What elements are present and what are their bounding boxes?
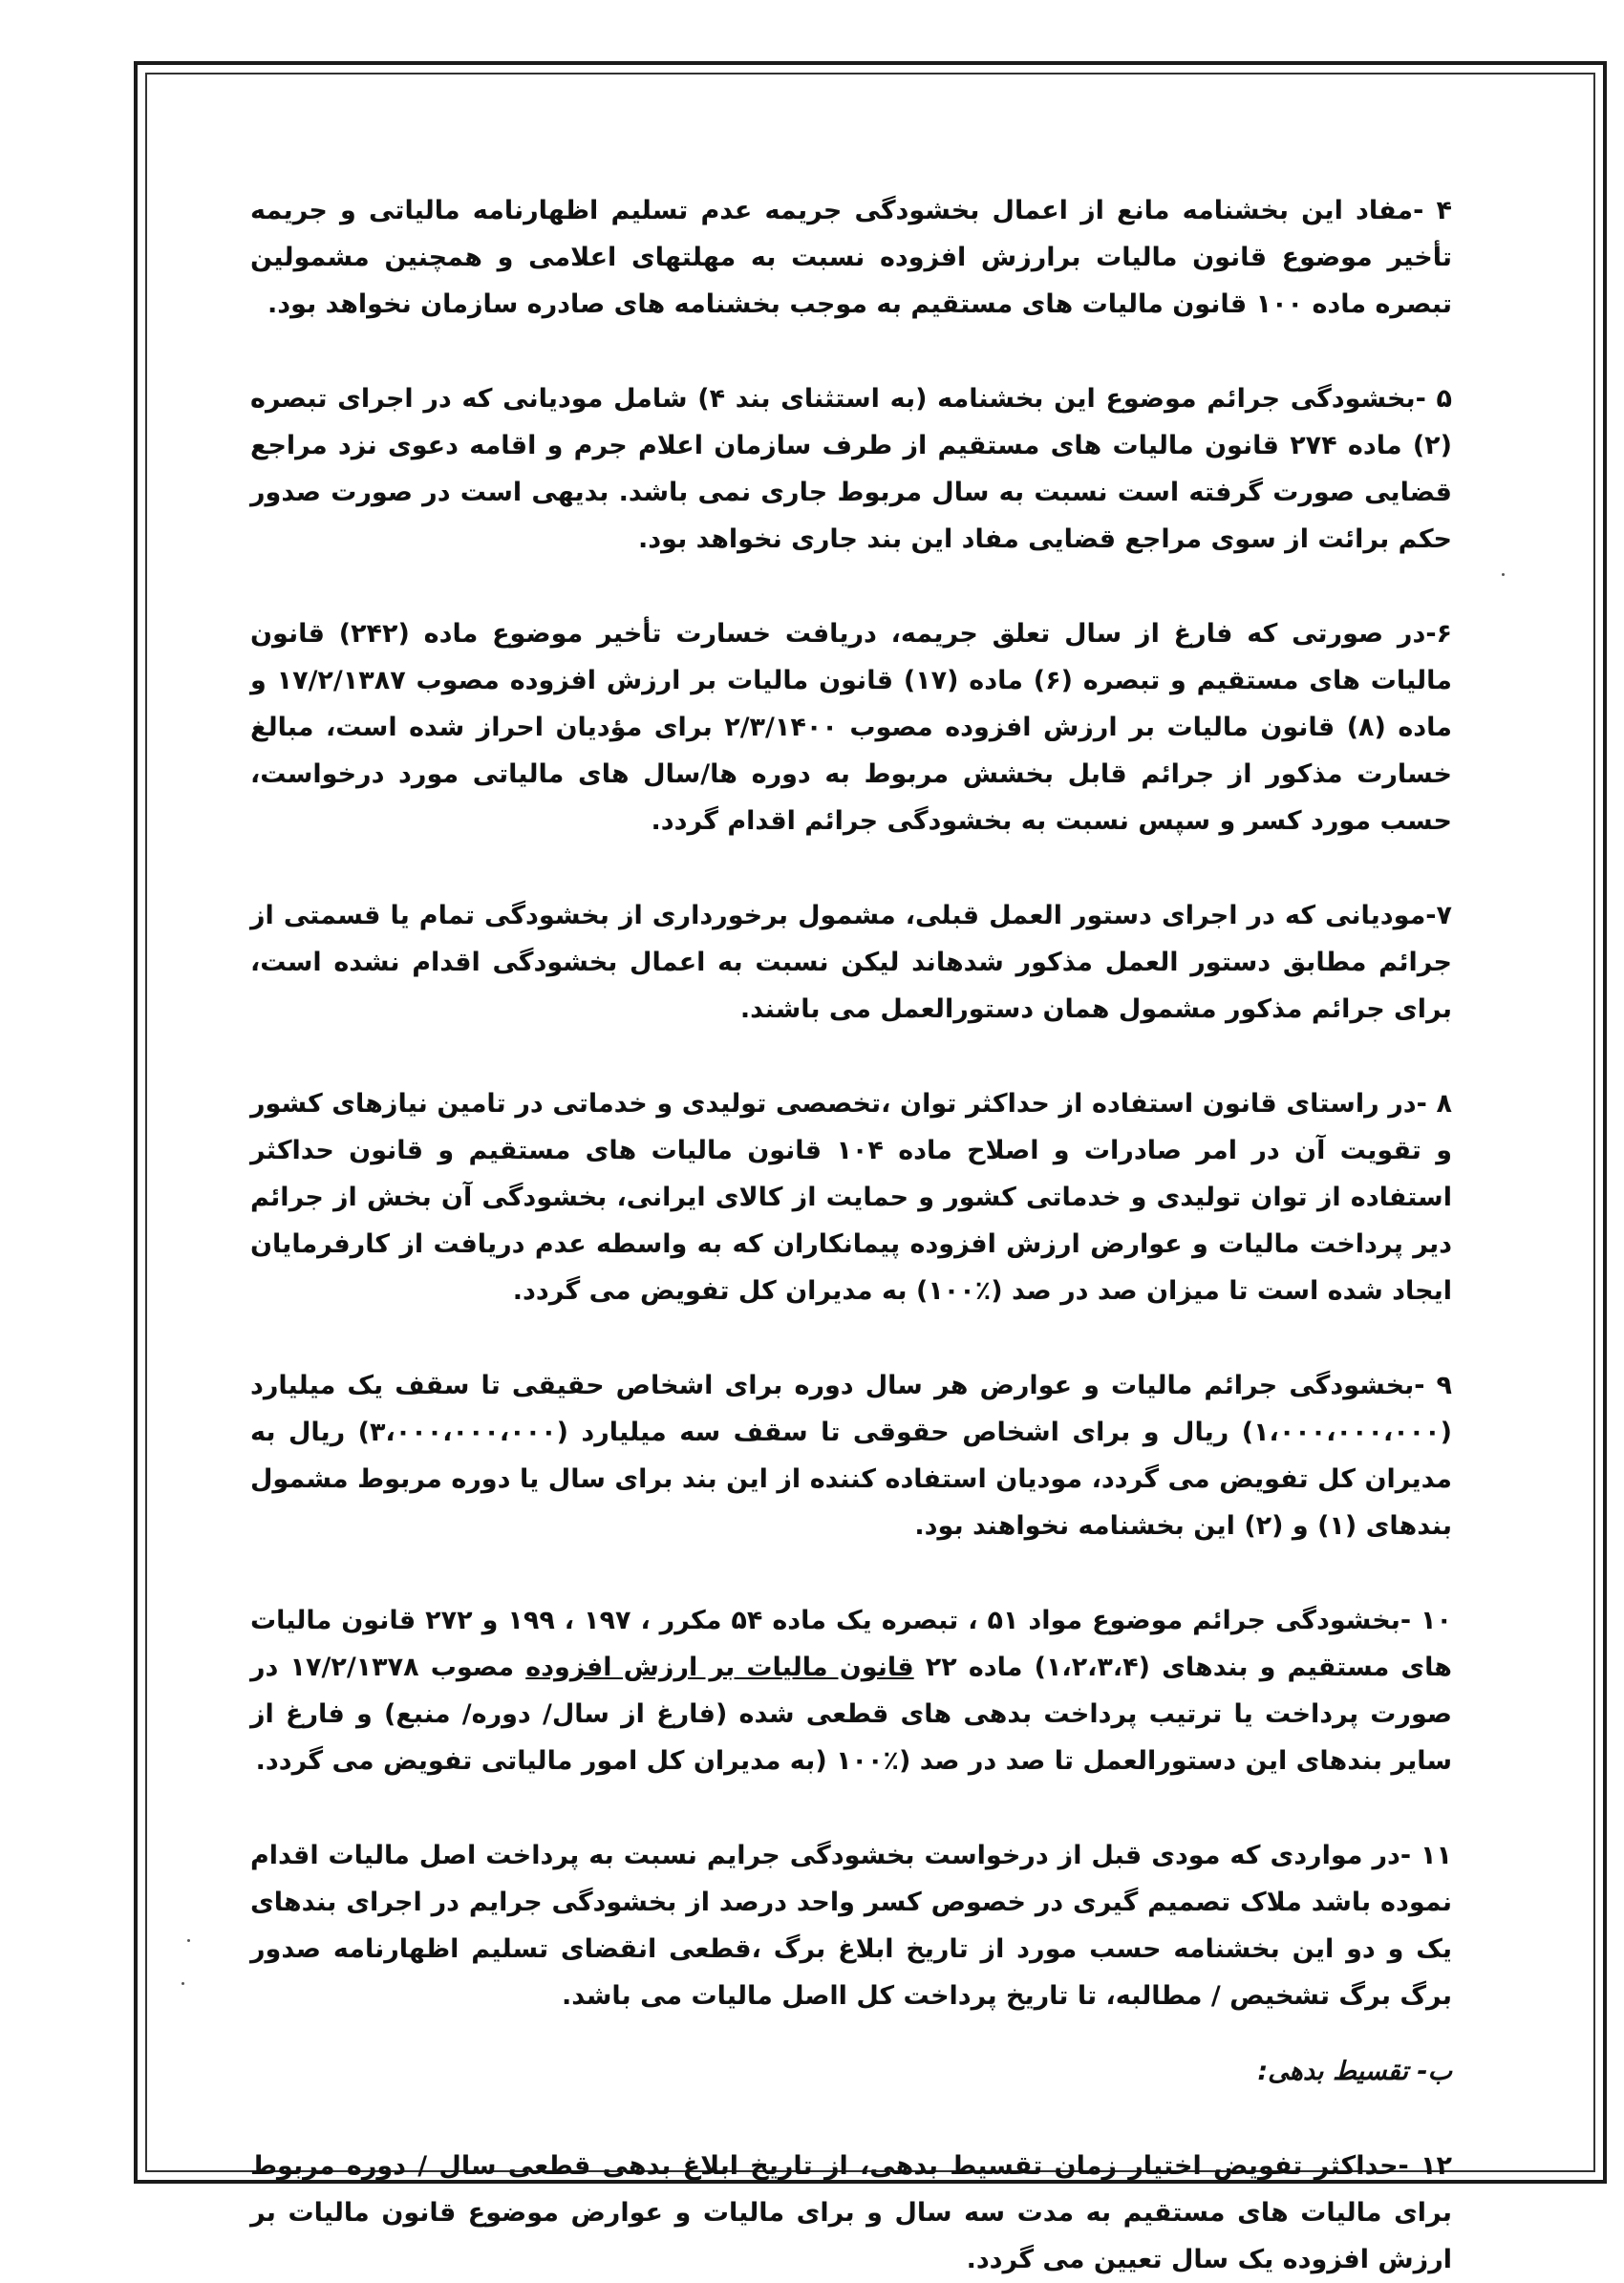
paragraph-5: ۵ -بخشودگی جرائم موضوع این بخشنامه (به استثنای بند ۴) شامل مودیانی که در اجرای تبصره (۲) ماده ۲۷۴ قانون مالیات های مستقیم از طرف سازمان اعلام جرم و اقامه دعوی نزد مراجع قضایی صورت گرفته است نسبت به سال مربوط جاری نمی باشد. بدیهی است در صورت صدور حکم برائت از سوی مراجع قضایی مفاد این بند جاری نخواهد بود. (250, 384, 1452, 554)
document-body (250, 187, 1452, 2283)
scan-speck (187, 1939, 190, 1942)
paragraph-10-underlined-law: قانون مالیات بر ارزش افزوده (525, 1653, 914, 1682)
paragraph-10-end: مصوب ۱۷/۲/۱۳۷۸ در صورت پرداخت یا ترتیب پرداخت بدهی های قطعی شده (فارغ از سال/ دوره/ منبع) و فارغ از سایر بندهای این دستورالعمل تا صد در صد (٪۱۰۰ (به مدیران کل امور مالیاتی تفویض می گردد. (250, 1653, 1452, 1776)
paragraph-12: ۱۲ -حداکثر تفویض اختیار زمان تقسیط بدهی، از تاریخ ابلاغ بدهی قطعی سال / دوره مربوط برای مالیات های مستقیم به مدت سه سال و برای مالیات و عوارض موضوع قانون مالیات بر ارزش افزوده یک سال تعیین می گردد. (250, 2151, 1452, 2274)
paragraph-6: ۶-در صورتی که فارغ از سال تعلق جریمه، دریافت خسارت تأخیر موضوع ماده (۲۴۲) قانون مالیات های مستقیم و تبصره (۶) ماده (۱۷) قانون مالیات بر ارزش افزوده مصوب ۱۷/۲/۱۳۸۷ و ماده (۸) قانون مالیات بر ارزش افزوده مصوب ۲/۳/۱۴۰۰ برای مؤدیان احراز شده است، مبالغ خسارت مذکور از جرائم قابل بخشش مربوط به دوره ها/سال های مالیاتی مورد درخواست، حسب مورد کسر و سپس نسبت به بخشودگی جرائم اقدام گردد. (250, 619, 1453, 836)
paragraph-7: ۷-مودیانی که در اجرای دستور العمل قبلی، مشمول برخورداری از بخشودگی تمام یا قسمتی از جرائم مطابق دستور العمل مذکور شدهاند لیکن نسبت به اعمال بخشودگی اقدام نشده است، برای جرائم مذکور مشمول همان دستورالعمل می باشند. (250, 901, 1452, 1024)
section-b-heading: ب- تقسیط بدهی: (1257, 2057, 1452, 2086)
paragraph-10 (250, 1597, 1452, 1784)
paragraph-10-start: ۱۰ -بخشودگی جرائم موضوع مواد ۵۱ ، تبصره یک ماده ۵۴ مکرر ، ۱۹۷ ، ۱۹۹ و ۲۷۲ قانون مالیات های مستقیم و بندهای (۱،۲،۳،۴) ماده ۲۲ (250, 1606, 1452, 1682)
paragraph-9: ۹ -بخشودگی جرائم مالیات و عوارض هر سال دوره برای اشخاص حقیقی تا سقف یک میلیارد (۱،۰۰۰،۰۰۰،۰۰۰) ریال و برای اشخاص حقوقی تا سقف سه میلیارد (۳،۰۰۰،۰۰۰،۰۰۰) ریال به مدیران کل تفویض می گردد، مودیان استفاده کننده از این بند برای سال یا دوره مربوط مشمول بندهای (۱) و (۲) این بخشنامه نخواهند بود. (250, 1371, 1452, 1541)
paragraph-8: ۸ -در راستای قانون استفاده از حداکثر توان ،تخصصی تولیدی و خدماتی در تامین نیازهای کشور و تقویت آن در امر صادرات و اصلاح ماده ۱۰۴ قانون مالیات های مستقیم و قانون حداکثر استفاده از توان تولیدی و خدماتی کشور و حمایت از کالای ایرانی، بخشودگی آن بخش از جرائم دیر پرداخت مالیات و عوارض ارزش افزوده پیمانکاران که به واسطه عدم دریافت از کارفرمایان ایجاد شده است تا میزان صد در صد (٪۱۰۰) به مدیران کل تفویض می گردد. (250, 1089, 1452, 1306)
paragraph-4: ۴ -مفاد این بخشنامه مانع از اعمال بخشودگی جریمه عدم تسلیم اظهارنامه مالیاتی و جریمه تأخیر موضوع قانون مالیات برارزش افزوده نسبت به مهلتهای اعلامی و همچنین مشمولین تبصره ماده ۱۰۰ قانون مالیات های مستقیم به موجب بخشنامه های صادره سازمان نخواهد بود. (250, 196, 1452, 319)
paragraph-11: ۱۱ -در مواردی که مودی قبل از درخواست بخشودگی جرایم نسبت به پرداخت اصل مالیات اقدام نموده باشد ملاک تصمیم گیری در خصوص کسر واحد درصد از بخشودگی جرایم در اجرای بندهای یک و دو این بخشنامه حسب مورد از تاریخ ابلاغ برگ ،قطعی انقضای تسلیم اظهارنامه صدور برگ برگ تشخیص / مطالبه، تا تاریخ پرداخت کل ااصل مالیات می باشد. (250, 1841, 1452, 2011)
scan-speck (1502, 573, 1505, 576)
scan-speck (182, 1982, 184, 1985)
